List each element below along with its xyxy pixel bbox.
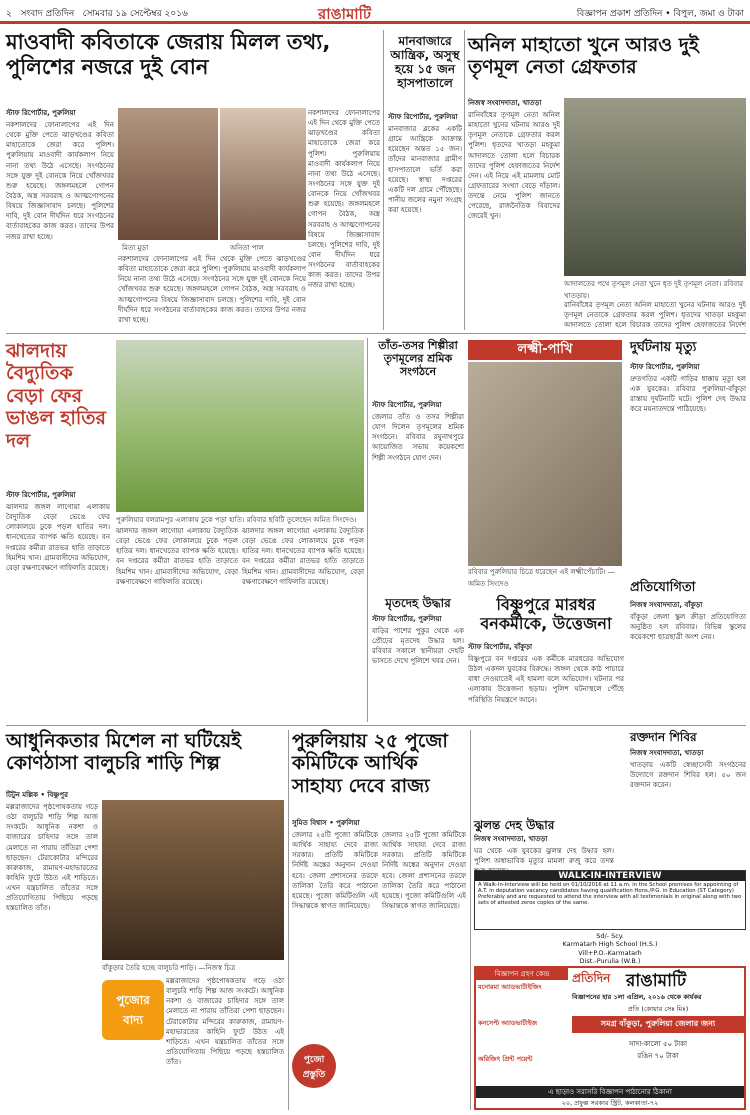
pujo-badge xyxy=(102,980,164,1040)
sari-body: মল্লরাজাদের পৃষ্ঠপোষকতায় গড়ে ওঠা বালুচরি শাড়ি শিল্প আজ সংকটে। আধুনিক নকশা ও বাজারের চাহিদার সঙ্গে তাল মেলাতে না পারায় তাঁতিরা পেশা ছাড়ছেন। টেরাকোটার মন্দিরের কারুকাজ, রামায়ণ-মহাভারতের কাহিনি ফুটে উঠত এই শাড়িতে। এখন যন্ত্রচালিত তাঁতের সঙ্গে প্রতিযোগিতায় পিছিয়ে পড়ছে হস্তচালিত তাঁত। xyxy=(6,803,98,913)
tant-headline: তাঁত-তসর শিল্পীরা তৃণমূলের শ্রমিক সংগঠনে xyxy=(378,339,458,378)
lakshmi-label: লক্ষ্মী-পাখি xyxy=(468,340,622,360)
divider xyxy=(6,725,746,726)
page-number: ২ সংবাদ প্রতিদিন সোমবার ১৯ সেপ্টেম্বর ২০১৬ xyxy=(6,9,188,19)
hospital-headline: মানবাজারে আন্ত্রিক, অসুস্থ হয়ে ১৫ জন হাসপাতালে xyxy=(390,34,460,91)
section-title: রাঙামাটি xyxy=(318,5,372,23)
tant-byline: স্টাফ রিপোর্টার, পুরুলিয়া xyxy=(372,401,442,409)
puja-byline: সুমিত বিশ্বাস • পুরুলিয়া xyxy=(292,819,360,827)
walkin-sign xyxy=(474,932,746,966)
ad-brand: প্রতিদিন xyxy=(572,971,611,985)
ad-footer: এ ছাড়াও সরাসরি বিজ্ঞাপন পাঠানোর ঠিকানা xyxy=(476,1086,744,1098)
divider xyxy=(383,30,384,330)
blood-byline: নিজস্ব সংবাদদাতা, খাতড়া xyxy=(630,749,704,757)
elephant-body: ঝালদার জঙ্গল লাগোয়া এলাকায় বৈদ্যুতিক বেড়া ভেঙে ফের লোকালয়ে ঢুকে পড়ল হাতির দল। ধানখেতের ব্যাপক ক্ষতি হয়েছে। বন দপ্তরের কর্মীরা রাতভর হাতি তাড়াতে হিমশিম খান। গ্রামবাসীদের অভিযোগ, বেড়া রক্ষণাবেক্ষণে গাফিলতি রয়েছে। xyxy=(6,503,110,572)
walkin-addr2: Dist.-Purulia (W.B.) xyxy=(579,957,641,966)
bishnupur-byline: স্টাফ রিপোর্টার, বাঁকুড়া xyxy=(468,643,533,651)
body-found-body: বাড়ির পাশের পুকুর থেকে এক প্রৌঢ়ের মৃতদেহ উদ্ধার হল। রবিবার সকালে স্থানীয়রা দেহটি ভাসতে দেখে পুলিশে খবর দেন। xyxy=(372,627,464,666)
lead-body-2: নকশালদের ফোনালাপের এই দিন থেকে মুক্তি পেতে ঝাড়খণ্ডের কবিতা মাহাতোকে জেরা করে পুলিশ। পুরুলিয়ায় মাওবাদী কার্যকলাপ নিয়ে নানা তথ্য উঠে এসেছে। সংগঠনের সঙ্গে যুক্ত দুই বোনকে নিয়ে খোঁজখবর শুরু হয়েছে। জঙ্গলমহলে গোপন বৈঠক, অস্ত্র সরবরাহ ও আত্মগোপনের বিষয়ে জিজ্ঞাসাবাদ চলছে। পুলিশের দাবি, দুই বোন দীর্ঘদিন ধরে সংগঠনের বার্তাবাহকের কাজ করত। তাদের উপর নজর রাখা হচ্ছে। xyxy=(308,109,380,290)
puja-badge-line1: পুজো xyxy=(303,1055,325,1065)
puja-headline: পুরুলিয়ায় ২৫ পুজো কমিটিকে আর্থিক সাহায্য দেবে রাজ্য xyxy=(292,730,448,797)
lead-headline: মাওবাদী কবিতাকে জেরায় মিলল তথ্য, পুলিশের নজরে দুই বোন xyxy=(6,30,331,79)
elephant-headline: ঝালদায় বৈদ্যুতিক বেড়া ফের ভাঙল হাতির দল xyxy=(6,340,107,452)
competition-headline: প্রতিযোগিতা xyxy=(630,580,696,595)
ad-region: সমগ্র বাঁকুড়া, পুরুলিয়া জেলার জন্য xyxy=(572,1016,744,1033)
bishnupur-body: বিষ্ণুপুরে বন দপ্তরের এক কর্মীকে মারধরের অভিযোগ উঠল একদল যুবকের বিরুদ্ধে। জঙ্গল থেকে কাঠ পাচারে বাধা দেওয়াতেই এই হামলা বলে অভিযোগ। ঘটনার পর এলাকায় উত্তেজনা ছড়ায়। পুলিশ ঘটনাস্থলে পৌঁছে পরিস্থিতি নিয়ন্ত্রণে আনে। xyxy=(468,655,624,704)
accident-body: দ্রুতগতির একটি গাড়ির ধাক্কায় মৃত্যু হল এক যুবকের। রবিবার পুরুলিয়া-বাঁকুড়া রাস্তায় দুর্ঘটনাটি ঘটে। পুলিশ দেহ উদ্ধার করে ময়নাতদন্তে পাঠিয়েছে। xyxy=(630,375,746,414)
ad-footer-2: ২০, প্রফুল্ল সরকার স্ট্রিট, কলকাতা-৭২ xyxy=(561,1099,659,1107)
walkin-addr1: Vill+P.O.-Karmatarh xyxy=(578,948,642,957)
blood-body: খাতড়ায় একটি স্বেচ্ছাসেবী সংগঠনের উদ্যোগে রক্তদান শিবির হল। ৫০ জন রক্তদান করেন। xyxy=(630,761,746,790)
hanging-body: ঘর থেকে এক যুবকের ঝুলন্ত দেহ উদ্ধার হল। পুলিশ অস্বাভাবিক মৃত্যুর মামলা রুজু করে তদন্ত xyxy=(474,847,614,866)
divider xyxy=(367,338,368,722)
lead-caption-1: মিতা মুড়া xyxy=(122,244,149,252)
body-found-headline: মৃতদেহ উদ্ধার xyxy=(385,596,451,610)
lead-byline: স্টাফ রিপোর্টার, পুরুলিয়া xyxy=(6,109,76,117)
puja-badge-line2: প্রস্তুতি xyxy=(302,1070,326,1080)
divider xyxy=(464,30,465,330)
hanging-headline: ঝুলন্ত দেহ উদ্ধার xyxy=(474,818,555,832)
ad-centre-1: মনোরমা অ্যাডভার্টাইজিং xyxy=(478,983,542,991)
blood-headline: রক্তদান শিবির xyxy=(630,730,697,744)
hospital-byline: স্টাফ রিপোর্টার, পুরুলিয়া xyxy=(388,113,458,121)
page-header xyxy=(0,0,750,24)
sari-body-2: মল্লরাজাদের পৃষ্ঠপোষকতায় গড়ে ওঠা বালুচরি শাড়ি শিল্প আজ সংকটে। আধুনিক নকশা ও বাজারের চাহিদার সঙ্গে তাল মেলাতে না পারায় তাঁতিরা পেশা ছাড়ছেন। টেরাকোটার মন্দিরের কারুকাজ, রামায়ণ-মহাভারতের কাহিনি ফুটে উঠত এই শাড়িতে। এখন যন্ত্রচালিত তাঁতের সঙ্গে প্রতিযোগিতায় পিছিয়ে পড়ছে হস্তচালিত তাঁত। xyxy=(166,977,284,1067)
lead-body: নকশালদের ফোনালাপের এই দিন থেকে মুক্তি পেতে ঝাড়খণ্ডের কবিতা মাহাতোকে জেরা করে পুলিশ। পুরুলিয়ায় মাওবাদী কার্যকলাপ নিয়ে নানা তথ্য উঠে এসেছে। সংগঠনের সঙ্গে যুক্ত দুই বোনকে নিয়ে খোঁজখবর শুরু হয়েছে। জঙ্গলমহলে গোপন বৈঠক, অস্ত্র সরবরাহ ও আত্মগোপনের বিষয়ে জিজ্ঞাসাবাদ চলছে। পুলিশের দাবি, দুই বোন দীর্ঘদিন ধরে সংগঠনের বার্তাবাহকের কাজ করত। তাদের উপর নজর রাখা হচ্ছে। xyxy=(6,121,114,241)
elephant-body-3: ঝালদার জঙ্গল লাগোয়া এলাকায় বৈদ্যুতিক বেড়া ভেঙে ফের লোকালয়ে ঢুকে পড়ল হাতির দল। ধানখেতের ব্যাপক ক্ষতি হয়েছে। বন দপ্তরের কর্মীরা রাতভর হাতি তাড়াতে হিমশিম খান। গ্রামবাসীদের অভিযোগ, বেড়া রক্ষণাবেক্ষণে গাফিলতি রয়েছে। xyxy=(242,527,364,586)
sari-byline: টিটুন মল্লিক • বিষ্ণুপুর xyxy=(6,791,68,799)
ad-rate-2: রঙিন ৭০ টাকা xyxy=(637,1052,679,1060)
hospital-body: মানবাজার ব্লকের একটি গ্রামে আন্ত্রিকে আক্রান্ত হয়েছেন অন্তত ১৫ জন। তাঁদের মানবাজার গ্রামীণ হাসপাতালে ভর্তি করা হয়েছে। স্বাস্থ্য দপ্তরের একটি দল গ্রামে পৌঁছেছে। পানীয় জলের নমুনা সংগ্রহ করা হয়েছে। xyxy=(388,125,462,215)
elephant-photo xyxy=(116,340,364,512)
anil-caption: আদালতের পথে তৃণমূল নেতা খুনে ধৃত দুই তৃণমূল নেতা। রবিবার খাতড়ায়। xyxy=(564,280,744,300)
divider xyxy=(6,333,746,334)
anil-body: রানিবাঁধের তৃণমূল নেতা অনিল মাহাতো খুনের ঘটনায় আরও দুই তৃণমূল নেতাকে গ্রেফতার করল পুলিশ। ধৃতদের খাতড়া মহকুমা আদালতে তোলা হলে বিচারক তাদের পুলিশ হেফাজতের নির্দেশ দেন। এই নিয়ে এই মামলায় মোট গ্রেফতারের সংখ্যা বেড়ে দাঁড়াল। তদন্তে নেমে পুলিশ জানতে পেরেছে, রাজনৈতিক বিবাদের জেরেই খুন। xyxy=(468,111,560,221)
walkin-title: WALK-IN-INTERVIEW xyxy=(475,871,745,881)
ad-offer: বিজ্ঞাপনের হার ১লা এপ্রিল, ২০১৬ থেকে কার্যকর xyxy=(572,993,702,1001)
sari-photo xyxy=(102,800,284,960)
divider xyxy=(470,730,471,1110)
lead-caption-2: অনিতা পাল xyxy=(230,244,264,252)
elephant-byline: স্টাফ রিপোর্টার, পুরুলিয়া xyxy=(6,491,76,499)
anil-photo xyxy=(564,98,746,276)
sari-headline: আধুনিকতার মিশেল না ঘটিয়েই কোণঠাসা বালুচরি শাড়ি শিল্প xyxy=(6,730,242,775)
walkin-body: A Walk-In-Interview will be held on 01/10/2016 at 11 a.m. in the School premises for appointing of A.T. in deputation vacancy candidates having qualification Hons./P.G. in Education (ST Category) Preferably and are requested to attend the interview with all testimonials in original along with two sets of attested zerox copies of the same. xyxy=(478,882,742,907)
hanging-byline: নিজস্ব সংবাদদাতা, খাতড়া xyxy=(474,835,548,843)
anil-body-2: রানিবাঁধের তৃণমূল নেতা অনিল মাহাতো খুনের ঘটনায় আরও দুই তৃণমূল নেতাকে গ্রেফতার করল পুলিশ। ধৃতদের খাতড়া মহকুমা আদালতে তোলা হলে বিচারক তাদের পুলিশ হেফাজতের নির্দেশ xyxy=(564,301,746,330)
ad-offer2: প্রতি (কোয়ার সেঃ মিঃ) xyxy=(627,1005,689,1013)
divider xyxy=(288,730,289,1110)
header-right: বিজ্ঞাপন প্রকাশ প্রতিদিন • বিপুল, জমা ও টাকা xyxy=(576,9,744,19)
lead-photo-2 xyxy=(220,108,306,240)
anil-headline: অনিল মাহাতো খুনে আরও দুই তৃণমূল নেতা গ্রেফতার xyxy=(468,34,699,79)
lakshmi-photo xyxy=(468,362,622,566)
sari-caption: বাঁকুড়ার তৈরি হচ্ছে বালুচরি শাড়ি। —নিজস্ব চিত্র xyxy=(102,964,236,972)
ad-rate-1: সাদা-কালো ৫০ টাকা xyxy=(628,1040,688,1048)
lakshmi-caption: রবিবার পুরুলিয়ার চিত্রে ধরেছেন এই লক্ষ্মীপেঁচাটি। —অমিত সিংদেও xyxy=(468,568,615,588)
accident-headline: দুর্ঘটনায় মৃত্যু xyxy=(630,340,697,355)
puja-body: জেলার ২৫টি পুজো কমিটিকে আর্থিক সাহায্য দেবে রাজ্য সরকার। প্রতিটি কমিটিকে নির্দিষ্ট অঙ্কের অনুদান দেওয়া হবে। জেলা প্রশাসনের তরফে তালিকা তৈরি করে পাঠানো হয়েছে। পুজো কমিটিগুলি এই সিদ্ধান্তকে স্বাগত জানিয়েছে। xyxy=(292,831,378,910)
accident-byline: স্টাফ রিপোর্টার, পুরুলিয়া xyxy=(630,363,700,371)
ad-title: রাঙামাটি xyxy=(626,971,687,991)
anil-byline: নিজস্ব সংবাদদাতা, খাতড়া xyxy=(468,99,542,107)
ad-centre-3: অরিজিৎ প্রিন্ট পয়েন্ট xyxy=(478,1055,533,1063)
elephant-body-2: ঝালদার জঙ্গল লাগোয়া এলাকায় বৈদ্যুতিক বেড়া ভেঙে ফের লোকালয়ে ঢুকে পড়ল হাতির দল। ধানখেতের ব্যাপক ক্ষতি হয়েছে। বন দপ্তরের কর্মীরা রাতভর হাতি তাড়াতে হিমশিম খান। গ্রামবাসীদের অভিযোগ, বেড়া রক্ষণাবেক্ষণে গাফিলতি রয়েছে। xyxy=(116,527,238,586)
pujo-badge-line2: বাদ্য xyxy=(123,1013,143,1027)
ad-block xyxy=(474,966,746,1110)
elephant-caption: পুরুলিয়ার বলরামপুর এলাকায় ঢুকে পড়া হাতি। রবিবার ছবিটি তুলেছেন অমিত সিংদেও। xyxy=(116,516,357,524)
puja-body-2: জেলার ২৫টি পুজো কমিটিকে আর্থিক সাহায্য দেবে রাজ্য সরকার। প্রতিটি কমিটিকে নির্দিষ্ট অঙ্কের অনুদান দেওয়া হবে। জেলা প্রশাসনের তরফে তালিকা তৈরি করে পাঠানো হয়েছে। পুজো কমিটিগুলি এই সিদ্ধান্তকে স্বাগত জানিয়েছে। xyxy=(382,831,466,910)
tant-body: জেলার তাঁত ও তসর শিল্পীরা যোগ দিলেন তৃণমূলের শ্রমিক সংগঠনে। রবিবার রঘুনাথপুরে আয়োজিত সভায় কয়েকশো শিল্পী সংগঠনে যোগ দেন। xyxy=(372,413,464,462)
lead-body-3: নকশালদের ফোনালাপের এই দিন থেকে মুক্তি পেতে ঝাড়খণ্ডের কবিতা মাহাতোকে জেরা করে পুলিশ। পুরুলিয়ায় মাওবাদী কার্যকলাপ নিয়ে নানা তথ্য উঠে এসেছে। সংগঠনের সঙ্গে যুক্ত দুই বোনকে নিয়ে খোঁজখবর শুরু হয়েছে। জঙ্গলমহলে গোপন বৈঠক, অস্ত্র সরবরাহ ও আত্মগোপনের বিষয়ে জিজ্ঞাসাবাদ চলছে। পুলিশের দাবি, দুই বোন দীর্ঘদিন ধরে সংগঠনের বার্তাবাহকের কাজ করত। তাদের উপর নজর রাখা হচ্ছে। xyxy=(118,255,306,324)
ad-centres-title: বিজ্ঞাপন গ্রহণ কেন্দ্র xyxy=(476,968,568,980)
walkin-ad xyxy=(474,870,746,930)
body-found-byline: স্টাফ রিপোর্টার, পুরুলিয়া xyxy=(372,615,442,623)
lead-photo-1 xyxy=(118,108,218,240)
puja-badge xyxy=(292,1044,336,1088)
competition-byline: নিজস্ব সংবাদদাতা, বাঁকুড়া xyxy=(630,601,703,609)
competition-body: বাঁকুড়া জেলা স্কুল ক্রীড়া প্রতিযোগিতা অনুষ্ঠিত হল রবিবার। বিভিন্ন স্কুলের কয়েকশো ছাত্রছাত্রী অংশ নেয়। xyxy=(630,613,746,642)
pujo-badge-line1: পুজোর xyxy=(116,993,150,1007)
walkin-school: Karmatarh High School (H.S.) xyxy=(562,940,658,949)
bishnupur-headline: বিষ্ণুপুরে মারধর বনকর্মীকে, উত্তেজনা xyxy=(480,595,612,633)
ad-centre-2: কনসেপ্ট অ্যাডভার্টাইজ xyxy=(478,1019,538,1027)
walkin-sign-line: Sd/- Scy. xyxy=(596,932,624,940)
